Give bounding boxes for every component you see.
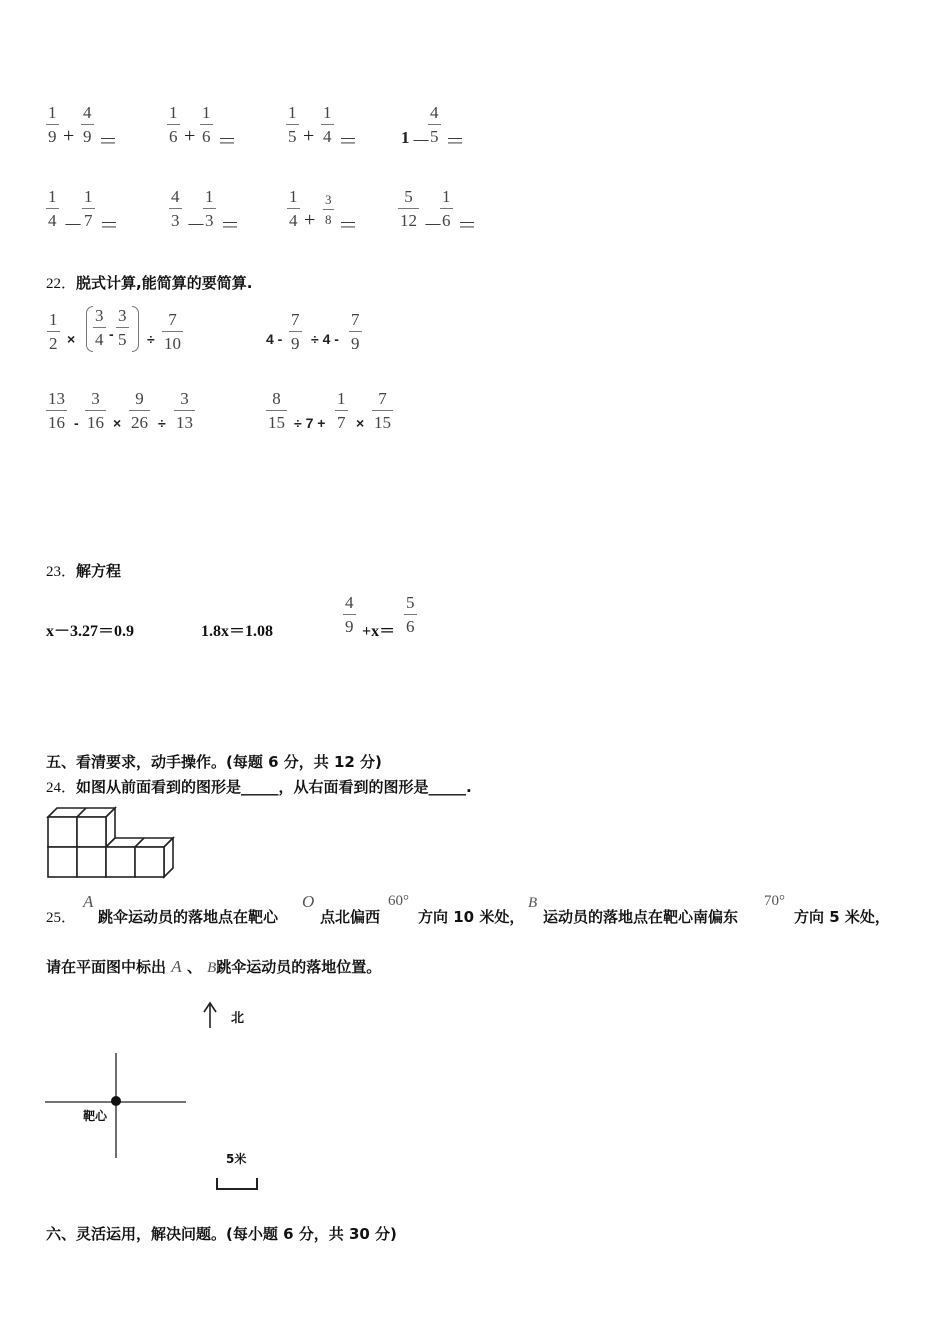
section-5-heading: 五、看清要求，动手操作。(每题 6 分，共 12 分)	[46, 753, 382, 771]
operator: －	[423, 215, 443, 237]
fraction: $\frac{3}{5}$	[118, 306, 127, 349]
operator: -	[74, 415, 79, 431]
fraction: $\frac{1}{3}$	[205, 187, 214, 230]
fraction: $\frac{7}{10}$	[164, 310, 181, 353]
label-b: B	[207, 960, 217, 976]
fraction: $\frac{7}{9}$	[351, 310, 360, 353]
equals: ＝	[99, 215, 119, 237]
equals: ＝	[338, 131, 358, 153]
question-22: 22．脱式计算,能简算的要简算.	[46, 274, 253, 292]
scale-label: 5米	[226, 1152, 247, 1166]
operator: －	[186, 215, 206, 237]
operator: －	[63, 215, 83, 237]
label-b: B	[528, 895, 538, 911]
section-6-heading: 六、灵活运用，解决问题。(每小题 6 分，共 30 分)	[46, 1225, 397, 1243]
expression-text: ÷ 7 +	[294, 415, 326, 431]
fraction: $\frac{13}{16}$	[48, 389, 65, 432]
equals: ＝	[217, 131, 237, 153]
label-a: A	[83, 892, 94, 911]
target-label: 靶心	[83, 1109, 108, 1123]
north-label: 北	[231, 1011, 245, 1026]
fraction: $\frac{3}{4}$	[95, 306, 104, 349]
equals: ＝	[220, 215, 240, 237]
question-23: 23．解方程	[46, 562, 122, 580]
fraction: $\frac{1}{4}$	[289, 187, 298, 230]
angle-70: 70°	[764, 893, 785, 909]
expression-text: ÷ 4 -	[311, 331, 339, 347]
operator: +	[184, 125, 196, 147]
operator: +	[304, 209, 316, 231]
fraction: $\frac{1}{6}$	[202, 103, 211, 146]
fraction: $\frac{1}{7}$	[337, 389, 346, 432]
fraction: $\frac{9}{26}$	[131, 389, 148, 432]
fraction: $\frac{3}{13}$	[176, 389, 193, 432]
equals: ＝	[338, 215, 358, 237]
equals: ＝	[445, 131, 465, 153]
fraction: $\frac{5}{6}$	[406, 593, 415, 636]
fraction: $\frac{4}{3}$	[171, 187, 180, 230]
fraction: $\frac{1}{4}$	[48, 187, 57, 230]
operator: ÷	[158, 415, 166, 431]
operator: ×	[356, 415, 365, 431]
cube-stack-figure	[46, 806, 178, 880]
fraction: $\frac{4}{9}$	[345, 593, 354, 636]
expression-text: 4 -	[266, 331, 283, 347]
fraction: $\frac{1}{6}$	[442, 187, 451, 230]
fraction: $\frac{8}{15}$	[268, 389, 285, 432]
question-25: 25． A 跳伞运动员的落地点在靶心 O 点北偏西 60° 方向 10 米处， B 运动员的落地点在靶心南偏东 70° 方向 5 米处，	[46, 892, 890, 926]
target-center-dot	[111, 1096, 121, 1106]
whole-number: 1	[401, 128, 410, 147]
map-drawing	[40, 998, 280, 1198]
fraction: $\frac{1}{7}$	[84, 187, 93, 230]
equation-1: x－3.27＝0.9	[46, 623, 135, 640]
right-paren	[132, 306, 139, 352]
fraction: $\frac{1}{6}$	[169, 103, 178, 146]
label-o: O	[302, 892, 315, 911]
operator: －	[411, 131, 431, 153]
equation-2: 1.8x＝1.08	[201, 623, 274, 640]
fraction: $\frac{5}{12}$	[400, 187, 417, 230]
fraction: $\frac{4}{5}$	[430, 103, 439, 146]
fraction: $\frac{1}{9}$	[48, 103, 57, 146]
fraction: $\frac{4}{9}$	[83, 103, 92, 146]
question-25-line-2: 请在平面图中标出 A 、 B跳伞运动员的落地位置。	[46, 957, 382, 976]
operator: +	[303, 125, 315, 147]
left-paren	[86, 306, 93, 352]
fraction: $\frac{1}{5}$	[288, 103, 297, 146]
operator: -	[109, 326, 114, 342]
fraction: $\frac{7}{15}$	[374, 389, 391, 432]
question-24: 24．如图从前面看到的图形是_____，从右面看到的图形是_____.	[46, 778, 472, 796]
label-a: A	[171, 957, 182, 976]
angle-60: 60°	[388, 893, 409, 909]
operator: +	[63, 125, 75, 147]
equals: ＝	[457, 215, 477, 237]
fraction: $\frac{7}{9}$	[291, 310, 300, 353]
fraction: $\frac{1}{4}$	[323, 103, 332, 146]
operator: ×	[113, 415, 122, 431]
operator: ×	[67, 331, 76, 347]
fraction: $\frac{3}{16}$	[87, 389, 104, 432]
operator: ÷	[147, 331, 155, 347]
fraction: $\frac{3}{8}$	[325, 192, 332, 227]
equals: ＝	[98, 131, 118, 153]
fraction: $\frac{1}{2}$	[49, 310, 58, 353]
equation-3-text: +x＝	[362, 623, 396, 640]
